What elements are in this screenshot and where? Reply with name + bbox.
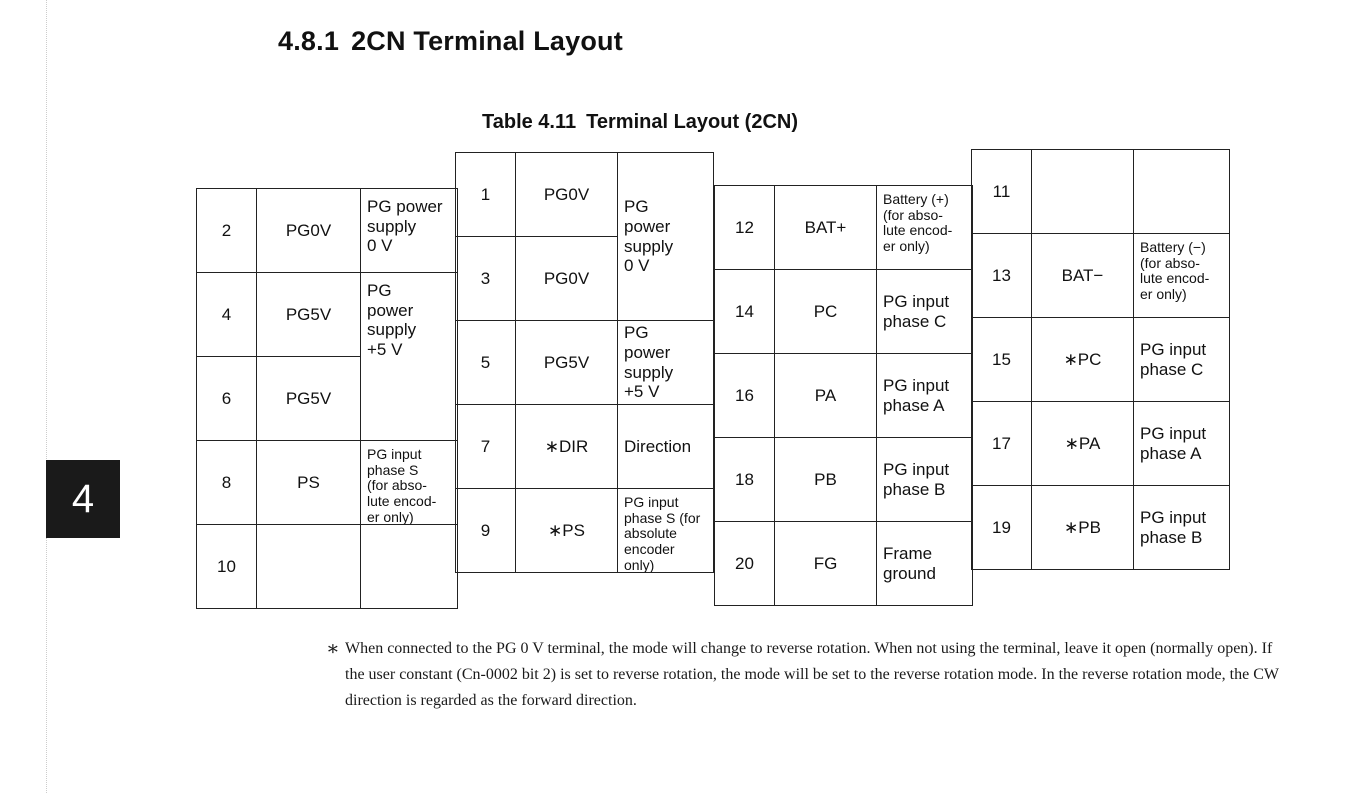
terminal-pin-15: [971, 317, 1032, 402]
terminal-pin-11-text: 11: [992, 181, 1011, 201]
terminal-pin-12: [714, 185, 775, 270]
terminal-function-8-text: PG input phase S (for abso- lute encod- er only): [367, 446, 437, 525]
terminal-pin-10-text: 10: [217, 556, 236, 576]
page-margin-line: [46, 0, 47, 793]
terminal-function-18: [876, 437, 973, 522]
terminal-signal-16: [774, 353, 877, 438]
terminal-function-17: [1133, 401, 1230, 486]
terminal-signal-4-text: PG5V: [285, 304, 332, 324]
terminal-pin-14-text: 14: [735, 301, 754, 321]
terminal-function-19-text: PG input phase B: [1140, 507, 1207, 547]
section-title: 2CN Terminal Layout: [351, 26, 623, 56]
terminal-function-2: [360, 188, 458, 273]
terminal-signal-15-text: ∗PC: [1063, 349, 1102, 369]
terminal-pin-4: [196, 272, 257, 357]
terminal-function-20-text: Frame ground: [883, 543, 936, 583]
terminal-signal-15: [1031, 317, 1134, 402]
terminal-pin-7-text: 7: [480, 436, 491, 456]
terminal-signal-17-text: ∗PA: [1064, 433, 1101, 453]
terminal-pin-17-text: 17: [992, 433, 1011, 453]
terminal-signal-19: [1031, 485, 1134, 570]
terminal-pin-13-text: 13: [992, 265, 1011, 285]
terminal-signal-2-text: PG0V: [285, 220, 332, 240]
terminal-function-5-text: PG power supply +5 V: [624, 323, 674, 402]
terminal-function-9-text: PG input phase S (for absolute encoder only): [624, 494, 701, 573]
footnote: [326, 636, 1286, 714]
terminal-pin-9-text: 9: [480, 520, 491, 540]
terminal-signal-6: [256, 356, 361, 441]
terminal-signal-12-text: BAT+: [804, 217, 847, 237]
terminal-pin-1-text: 1: [480, 184, 491, 204]
terminal-function-15: [1133, 317, 1230, 402]
terminal-signal-16-text: PA: [814, 385, 837, 405]
terminal-pin-9: [455, 488, 516, 573]
terminal-signal-17: [1031, 401, 1134, 486]
terminal-signal-13-text: BAT−: [1061, 265, 1104, 285]
footnote-text: When connected to the PG 0 V terminal, the mode will change to reverse rotation. When not using the terminal, leave it open (normally open). If the user constant (Cn-0002 bit 2) is set to reverse rotation, the mode will be set to the reverse rotation mode. In the reverse rotation mode, the CW direction is regarded as the forward direction.: [345, 640, 1279, 709]
terminal-signal-1: [515, 152, 618, 237]
terminal-signal-5: [515, 320, 618, 405]
terminal-function-14: [876, 269, 973, 354]
terminal-function-18-text: PG input phase B: [883, 459, 950, 499]
table-number: Table 4.11: [482, 111, 577, 133]
section-number: 4.8.1: [278, 26, 340, 56]
terminal-pin-12-text: 12: [735, 217, 754, 237]
terminal-pin-3: [455, 236, 516, 321]
table-caption: [482, 111, 798, 134]
terminal-pin-6-text: 6: [221, 388, 232, 408]
terminal-signal-20: [774, 521, 877, 606]
terminal-pin-2: [196, 188, 257, 273]
terminal-pin-8: [196, 440, 257, 525]
terminal-function-2-text: PG power supply 0 V: [367, 197, 443, 256]
terminal-pin-19: [971, 485, 1032, 570]
terminal-pin-15-text: 15: [992, 349, 1011, 369]
terminal-pin-2-text: 2: [221, 220, 232, 240]
terminal-function-13: [1133, 233, 1230, 318]
terminal-function-9: [617, 488, 714, 573]
terminal-pin-1: [455, 152, 516, 237]
terminal-pin-20: [714, 521, 775, 606]
terminal-function-14-text: PG input phase C: [883, 291, 950, 331]
terminal-pin-18: [714, 437, 775, 522]
terminal-pin-18-text: 18: [735, 469, 754, 489]
terminal-function-15-text: PG input phase C: [1140, 339, 1207, 379]
terminal-signal-3: [515, 236, 618, 321]
terminal-function-12-text: Battery (+) (for abso- lute encod- er only): [883, 191, 953, 255]
terminal-pin-3-text: 3: [480, 268, 491, 288]
terminal-function-17-text: PG input phase A: [1140, 423, 1207, 463]
terminal-pin-5: [455, 320, 516, 405]
table-title: Terminal Layout (2CN): [586, 111, 799, 133]
terminal-pin-17: [971, 401, 1032, 486]
terminal-pin-10: [196, 524, 257, 609]
terminal-signal-14: [774, 269, 877, 354]
terminal-signal-7: [515, 404, 618, 489]
terminal-signal-13: [1031, 233, 1134, 318]
chapter-tab: 4: [46, 460, 120, 538]
terminal-pin-14: [714, 269, 775, 354]
terminal-pin-13: [971, 233, 1032, 318]
terminal-signal-4: [256, 272, 361, 357]
terminal-signal-6-text: PG5V: [285, 388, 332, 408]
terminal-signal-18-text: PB: [814, 469, 837, 489]
section-heading: [278, 26, 623, 57]
terminal-pin-5-text: 5: [480, 352, 491, 372]
terminal-pin-7: [455, 404, 516, 489]
terminal-function-1-text: PG power supply 0 V: [624, 197, 674, 276]
terminal-signal-1-text: PG0V: [543, 184, 590, 204]
terminal-function-16: [876, 353, 973, 438]
terminal-signal-11: [1031, 149, 1134, 234]
terminal-signal-12: [774, 185, 877, 270]
footnote-marker: ∗: [326, 638, 340, 660]
terminal-function-1: [617, 152, 714, 321]
terminal-pin-16-text: 16: [735, 385, 754, 405]
terminal-pin-11: [971, 149, 1032, 234]
terminal-function-10: [360, 524, 458, 609]
terminal-function-13-text: Battery (−) (for abso- lute encod- er only): [1140, 239, 1210, 303]
terminal-function-12: [876, 185, 973, 270]
terminal-signal-10: [256, 524, 361, 609]
terminal-pin-16: [714, 353, 775, 438]
terminal-signal-20-text: FG: [813, 553, 838, 573]
terminal-signal-9: [515, 488, 618, 573]
terminal-function-7: [617, 404, 714, 489]
terminal-pin-6: [196, 356, 257, 441]
terminal-function-4: [360, 272, 458, 441]
terminal-function-11: [1133, 149, 1230, 234]
terminal-signal-3-text: PG0V: [543, 268, 590, 288]
terminal-function-19: [1133, 485, 1230, 570]
terminal-signal-9-text: ∗PS: [548, 520, 585, 540]
terminal-function-20: [876, 521, 973, 606]
terminal-signal-7-text: ∗DIR: [544, 436, 589, 456]
terminal-function-4-text: PG power supply +5 V: [367, 281, 417, 359]
terminal-function-5: [617, 320, 714, 405]
terminal-signal-2: [256, 188, 361, 273]
terminal-signal-8-text: PS: [297, 472, 320, 492]
terminal-pin-8-text: 8: [221, 472, 232, 492]
terminal-signal-19-text: ∗PB: [1064, 517, 1101, 537]
terminal-pin-4-text: 4: [221, 304, 232, 324]
terminal-signal-8: [256, 440, 361, 525]
terminal-signal-18: [774, 437, 877, 522]
terminal-function-16-text: PG input phase A: [883, 375, 950, 415]
terminal-pin-19-text: 19: [992, 517, 1011, 537]
terminal-function-8: [360, 440, 458, 525]
terminal-pin-20-text: 20: [735, 553, 754, 573]
terminal-function-7-text: Direction: [624, 436, 692, 456]
terminal-signal-14-text: PC: [813, 301, 838, 321]
terminal-signal-5-text: PG5V: [543, 352, 590, 372]
